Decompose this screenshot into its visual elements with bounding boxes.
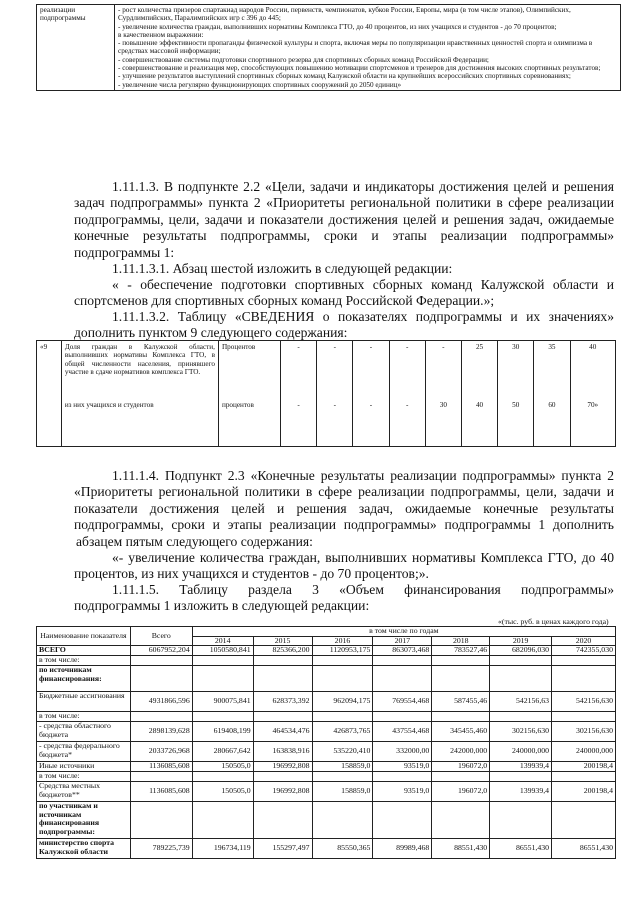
header-year: 2015 — [253, 636, 312, 646]
row-year-cell — [432, 772, 490, 782]
row-total-cell — [130, 802, 192, 839]
table-row — [37, 341, 616, 399]
indicator-value: 60 — [534, 399, 570, 447]
row-year-cell: 900075,841 — [192, 692, 253, 712]
text-line: «- увеличение количества граждан, выполнивших нормативы Комплекса ГТО, до 40 — [112, 550, 614, 565]
table-row — [37, 656, 616, 666]
paragraph-1-11-1-3-1 — [112, 261, 612, 277]
passport-content-cell — [115, 5, 621, 91]
row-total-cell — [130, 712, 192, 722]
passport-line: - увеличение количества граждан, выполнивших нормативы Комплекса ГТО, до 40 процентов, из них учащихся и студентов - до 70 процентов; — [118, 22, 557, 31]
indicator-value: - — [353, 399, 389, 447]
indicator-value: - — [425, 341, 461, 399]
text-line: задач подпрограммы» пункта 2 «Приоритеты региональной политики в сфере реализации — [74, 195, 614, 211]
row-year-cell: 464534,476 — [253, 722, 312, 742]
row-year-cell: 825366,200 — [253, 646, 312, 656]
row-year-cell: 200198,4 — [552, 782, 616, 802]
header-row — [37, 627, 616, 637]
indicator-value: 70» — [570, 399, 616, 447]
row-year-cell: 86551,430 — [490, 839, 552, 859]
row-year-cell — [552, 666, 616, 692]
row-year-cell — [253, 666, 312, 692]
table-row — [37, 646, 616, 656]
passport-line: - повышение эффективности пропаганды физической культуры и спорта, включая меры по популяризации нравственных ценностей спорта и олимпизма в средствах массовой информации; — [118, 39, 593, 56]
finance-table — [36, 626, 616, 859]
row-year-cell: 542156,630 — [552, 692, 616, 712]
unit-note: «(тыс. руб. в ценах каждого года) — [498, 617, 609, 626]
row-year-cell — [192, 772, 253, 782]
row-year-cell: 196072,0 — [432, 762, 490, 772]
row-year-cell: 628373,392 — [253, 692, 312, 712]
row-year-cell: 542156,63 — [490, 692, 552, 712]
header-year: 2016 — [312, 636, 373, 646]
paragraph-1-11-1-3 — [74, 179, 614, 261]
indicator-value: - — [353, 341, 389, 399]
header-total: Всего — [130, 627, 192, 646]
indicator-value: - — [281, 399, 317, 447]
text-line: показатели достижения целей и решения задач, ожидаемые конечные результаты — [74, 500, 614, 516]
row-year-cell: 1120953,175 — [312, 646, 373, 656]
passport-line: - совершенствование и реализация мер, способствующих повышению мотивации спортсменов и тренеров для достижения высоких спортивных результатов; — [118, 64, 601, 73]
row-year-cell: 93519,0 — [373, 762, 432, 772]
row-year-cell: 242000,000 — [432, 742, 490, 762]
table-row — [37, 712, 616, 722]
header-year: 2020 — [552, 636, 616, 646]
table-row — [37, 666, 616, 692]
header-year: 2017 — [373, 636, 432, 646]
row-year-cell: 196992,808 — [253, 762, 312, 772]
row-total-cell — [130, 666, 192, 692]
text-line: «Приоритеты региональной политики в сфере реализации подпрограммы, цели, задачи и — [74, 484, 614, 500]
indicator-value: 40 — [461, 399, 497, 447]
text-line: « - обеспечение подготовки спортивных сборных команд Калужской области и — [112, 277, 614, 292]
row-year-cell — [312, 666, 373, 692]
row-label: - средства областного бюджета — [37, 722, 131, 742]
indicator-value: 30 — [425, 399, 461, 447]
row-year-cell: 89989,468 — [373, 839, 432, 859]
row-year-cell: 742355,030 — [552, 646, 616, 656]
row-year-cell: 150505,0 — [192, 762, 253, 772]
row-year-cell — [253, 802, 312, 839]
row-year-cell — [432, 666, 490, 692]
text-line: подпрограммы, цели, задачи и показатели достижения целей и решения задач, ожидаемые — [74, 211, 614, 227]
passport-table — [36, 4, 621, 91]
row-year-cell: 682096,030 — [490, 646, 552, 656]
row-year-cell — [490, 656, 552, 666]
row-total-cell: 6067952,204 — [130, 646, 192, 656]
text-line: 1.11.1.5. Таблицу раздела 3 «Объем финансирования подпрограммы» — [112, 582, 614, 597]
row-total-cell: 2898139,628 — [130, 722, 192, 742]
indicator-value: - — [389, 399, 425, 447]
row-year-cell — [253, 656, 312, 666]
row-year-cell: 93519,0 — [373, 782, 432, 802]
row-total-cell — [130, 772, 192, 782]
row-year-cell — [312, 712, 373, 722]
text-line: 1.11.1.3.2. Таблицу «СВЕДЕНИЯ о показателях подпрограммы и их значениях» — [112, 309, 614, 324]
header-years-group: в том числе по годам — [192, 627, 615, 637]
row-year-cell — [490, 802, 552, 839]
text-line: процентов, из них учащихся и студентов - до 70 процентов;». — [74, 566, 429, 582]
passport-label-cell: реализации подпрограммы — [37, 5, 115, 91]
row-year-cell — [312, 802, 373, 839]
text-line: абзацем пятым следующего содержания: — [76, 533, 313, 549]
indicator-value: 25 — [461, 341, 497, 399]
indicator-name: из них учащихся и студентов — [61, 399, 218, 447]
paragraph-1-11-1-4 — [74, 468, 614, 550]
row-year-cell: 240000,000 — [552, 742, 616, 762]
row-label: Средства местных бюджетов** — [37, 782, 131, 802]
row-year-cell: 139939,4 — [490, 762, 552, 772]
row-year-cell: 962094,175 — [312, 692, 373, 712]
row-year-cell: 150505,0 — [192, 782, 253, 802]
indicator-value: 30 — [498, 341, 534, 399]
row-total-cell: 1136085,608 — [130, 782, 192, 802]
row-total-cell — [130, 656, 192, 666]
row-label: Бюджетные ассигнования — [37, 692, 131, 712]
table-row — [37, 692, 616, 712]
row-total-cell: 1136085,608 — [130, 762, 192, 772]
paragraph-1-11-1-3-2 — [74, 309, 614, 342]
indicator-value: - — [317, 399, 353, 447]
text-line: 1.11.1.3.1. Абзац шестой изложить в следующей редакции: — [112, 261, 453, 276]
row-year-cell: 196992,808 — [253, 782, 312, 802]
row-year-cell: 240000,000 — [490, 742, 552, 762]
text-line: подпрограммы 1 изложить в следующей редакции: — [74, 598, 370, 614]
row-year-cell: 88551,430 — [432, 839, 490, 859]
indicator-number: «9 — [37, 341, 62, 399]
indicator-name: Доля граждан в Калужской области, выполнивших нормативы Комплекса ГТО, в общей численности населения, принявшего участие в сдаче нормативов комплекса ГТО. — [61, 341, 218, 399]
row-label: по источникам финансирования: — [37, 666, 131, 692]
row-year-cell — [552, 656, 616, 666]
row-year-cell — [490, 666, 552, 692]
text-line: подпрограммы 1: — [74, 244, 175, 260]
row-label: в том числе: — [37, 712, 131, 722]
row-year-cell — [432, 712, 490, 722]
row-total-cell: 2033726,968 — [130, 742, 192, 762]
row-year-cell — [432, 802, 490, 839]
row-year-cell — [490, 712, 552, 722]
row-year-cell — [552, 712, 616, 722]
header-year: 2019 — [490, 636, 552, 646]
row-year-cell — [192, 712, 253, 722]
text-line: подпрограммы, сроки и этапы реализации подпрограммы» подпрограммы 1 дополнить — [74, 517, 614, 533]
row-year-cell: 783527,46 — [432, 646, 490, 656]
indicator-value: - — [389, 341, 425, 399]
passport-line: - улучшение результатов выступлений спортивных сборных команд Калужской области на крупнейших всероссийских спортивных соревнованиях; — [118, 72, 571, 81]
row-year-cell — [373, 802, 432, 839]
row-year-cell: 1050580,841 — [192, 646, 253, 656]
row-year-cell — [373, 666, 432, 692]
row-year-cell: 437554,468 — [373, 722, 432, 742]
row-year-cell: 139939,4 — [490, 782, 552, 802]
row-year-cell — [312, 772, 373, 782]
text-line: дополнить пунктом 9 следующего содержания: — [74, 325, 348, 341]
row-total-cell: 789225,739 — [130, 839, 192, 859]
row-label: министерство спорта Калужской области — [37, 839, 131, 859]
row-year-cell: 280667,642 — [192, 742, 253, 762]
row-year-cell: 200198,4 — [552, 762, 616, 772]
table-row — [37, 722, 616, 742]
indicator-table — [36, 340, 616, 447]
passport-line: - увеличение числа регулярно функционирующих спортивных сооружений до 2050 единиц» — [118, 80, 402, 89]
passport-line: - рост количества призеров спартакиад народов России, первенств, чемпионатов, кубков России, Европы, мира (в том числе этапов), Олимпийских, Сурдлимпийских, Паралимпийских игр с 396 до 445; — [118, 6, 571, 23]
header-year: 2014 — [192, 636, 253, 646]
row-year-cell: 332000,00 — [373, 742, 432, 762]
table-row — [37, 762, 616, 772]
row-year-cell — [373, 772, 432, 782]
indicator-unit: процентов — [218, 399, 280, 447]
passport-line: - совершенствование системы подготовки спортивного резерва для спортивных сборных команд Российской Федерации; — [118, 55, 489, 64]
table-row — [37, 782, 616, 802]
row-year-cell — [373, 712, 432, 722]
table-row — [37, 802, 616, 839]
paragraph-quote-1 — [74, 277, 614, 310]
row-year-cell: 535220,410 — [312, 742, 373, 762]
row-label: Иные источники — [37, 762, 131, 772]
text-line: 1.11.1.3. В подпункте 2.2 «Цели, задачи и индикаторы достижения целей и решения — [112, 179, 614, 194]
header-name: Наименование показателя — [37, 627, 131, 646]
table-row — [37, 399, 616, 447]
row-year-cell — [253, 772, 312, 782]
row-year-cell: 619408,199 — [192, 722, 253, 742]
table-row — [37, 772, 616, 782]
row-year-cell: 158859,0 — [312, 782, 373, 802]
text-line: 1.11.1.4. Подпункт 2.3 «Конечные результаты реализации подпрограммы» пункта 2 — [112, 468, 614, 483]
row-year-cell: 158859,0 — [312, 762, 373, 772]
indicator-value: - — [317, 341, 353, 399]
row-year-cell: 769554,468 — [373, 692, 432, 712]
row-year-cell — [432, 656, 490, 666]
table-row — [37, 839, 616, 859]
row-year-cell: 863073,468 — [373, 646, 432, 656]
row-year-cell — [192, 656, 253, 666]
row-year-cell — [552, 772, 616, 782]
row-year-cell: 302156,630 — [490, 722, 552, 742]
row-label: - средства федерального бюджета* — [37, 742, 131, 762]
table-row — [37, 742, 616, 762]
row-label: в том числе: — [37, 656, 131, 666]
row-year-cell — [253, 712, 312, 722]
row-year-cell: 196734,119 — [192, 839, 253, 859]
paragraph-quote-2 — [74, 550, 614, 583]
row-label: ВСЕГО — [37, 646, 131, 656]
indicator-value: 40 — [570, 341, 616, 399]
row-year-cell: 345455,460 — [432, 722, 490, 742]
paragraph-1-11-1-5 — [74, 582, 614, 615]
passport-line: в качественном выражении: — [118, 30, 204, 39]
row-year-cell: 587455,46 — [432, 692, 490, 712]
row-year-cell — [490, 772, 552, 782]
indicator-value: - — [281, 341, 317, 399]
row-label: по участникам и источникам финансирования подпрограммы: — [37, 802, 131, 839]
row-year-cell — [373, 656, 432, 666]
row-year-cell — [192, 802, 253, 839]
header-year: 2018 — [432, 636, 490, 646]
indicator-number-empty — [37, 399, 62, 447]
indicator-value: 50 — [498, 399, 534, 447]
row-year-cell — [552, 802, 616, 839]
row-year-cell — [192, 666, 253, 692]
indicator-unit: Процентов — [218, 341, 280, 399]
row-total-cell: 4931866,596 — [130, 692, 192, 712]
row-year-cell — [312, 656, 373, 666]
row-year-cell: 196072,0 — [432, 782, 490, 802]
row-year-cell: 426873,765 — [312, 722, 373, 742]
indicator-value: 35 — [534, 341, 570, 399]
text-line: конечные результаты подпрограммы, сроки и этапы реализации подпрограммы» — [74, 228, 614, 244]
row-year-cell: 85550,365 — [312, 839, 373, 859]
row-year-cell: 163838,916 — [253, 742, 312, 762]
row-year-cell: 155297,497 — [253, 839, 312, 859]
text-line: спортсменов для спортивных сборных команд Российской Федерации.»; — [74, 293, 495, 309]
row-year-cell: 302156,630 — [552, 722, 616, 742]
row-label: в том числе: — [37, 772, 131, 782]
row-year-cell: 86551,430 — [552, 839, 616, 859]
